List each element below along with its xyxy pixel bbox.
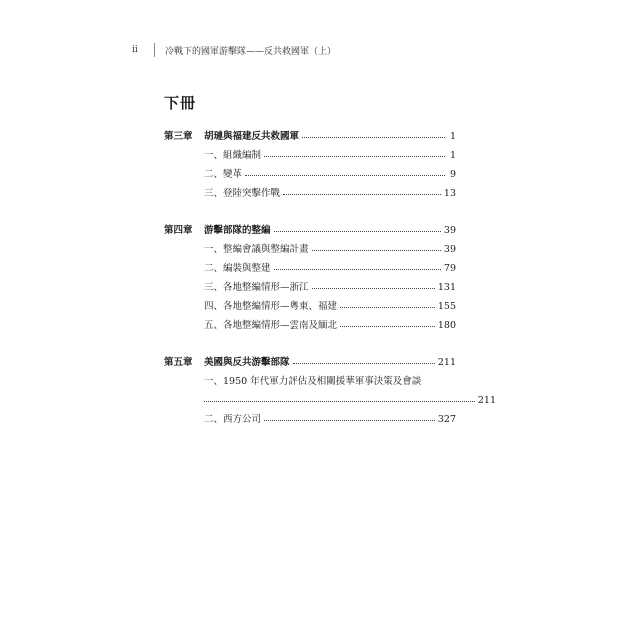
toc-chapter-4[interactable] [164, 220, 456, 236]
section-title-text: 四、各地整編情形—粵東、福建 [204, 301, 338, 312]
chapter-title: 美國與反共游擊部隊 [204, 357, 290, 368]
toc-section[interactable] [164, 371, 456, 387]
page-ref: 39 [443, 244, 456, 255]
dot-leader [274, 231, 441, 232]
page-ref: 9 [449, 169, 456, 180]
page-ref: 1 [449, 150, 456, 161]
dot-leader [245, 175, 445, 176]
page-ref: 79 [443, 263, 456, 274]
page-ref: 131 [437, 282, 456, 293]
section-title-text: 二、變革 [204, 169, 243, 180]
chapter-title: 游擊部隊的整編 [204, 225, 271, 236]
page-ref: 155 [437, 301, 456, 312]
toc-section[interactable] [164, 296, 456, 312]
toc-chapter-3[interactable] [164, 126, 456, 142]
section-title: 下冊 [164, 94, 197, 112]
section-title-text: 一、組織編制 [204, 150, 262, 161]
toc-section[interactable] [164, 258, 456, 274]
section-title-text: 五、各地整編情形—雲南及緬北 [204, 320, 338, 331]
toc-section[interactable] [164, 164, 456, 180]
section-title-text: 二、西方公司 [204, 414, 262, 425]
chapter-number: 第三章 [164, 131, 193, 142]
page-ref: 1 [449, 131, 456, 142]
dot-leader [340, 326, 435, 327]
dot-leader [204, 401, 475, 402]
page-ref: 327 [437, 414, 456, 425]
dot-leader [302, 137, 445, 138]
section-title-text: 三、各地整編情形—浙江 [204, 282, 309, 293]
section-title-text: 一、整編會議與整編計畫 [204, 244, 309, 255]
toc-section[interactable] [164, 409, 456, 425]
toc-section[interactable] [164, 277, 456, 293]
toc-section[interactable] [164, 239, 456, 255]
page-ref: 13 [443, 188, 456, 199]
dot-leader [274, 269, 441, 270]
page-ref: 180 [437, 320, 456, 331]
toc-section[interactable] [164, 183, 456, 199]
section-title-text: 三、登陸突擊作戰 [204, 188, 281, 199]
page-ref: 39 [443, 225, 456, 236]
dot-leader [340, 307, 435, 308]
toc-section[interactable] [164, 315, 456, 331]
dot-leader [312, 250, 441, 251]
chapter-number: 第五章 [164, 357, 193, 368]
dot-leader [264, 156, 445, 157]
toc-section-continuation[interactable] [164, 390, 496, 406]
dot-leader [283, 194, 441, 195]
chapter-title: 胡璉與福建反共救國軍 [204, 131, 300, 142]
toc-section[interactable] [164, 145, 456, 161]
page-ref: 211 [477, 395, 496, 406]
dot-leader [312, 288, 435, 289]
section-title-text: 一、1950 年代軍力評估及相關援華軍事決策及會談 [204, 376, 422, 387]
running-header [132, 43, 336, 57]
dot-leader [264, 420, 435, 421]
running-title: 冷戰下的國軍游擊隊——反共救國軍（上） [165, 46, 337, 57]
toc-chapter-5[interactable] [164, 352, 456, 368]
page-number: ii [132, 45, 138, 55]
page-ref: 211 [437, 357, 456, 368]
header-divider [154, 43, 155, 57]
section-title-text: 二、編裝與整建 [204, 263, 271, 274]
dot-leader [293, 363, 435, 364]
chapter-number: 第四章 [164, 225, 193, 236]
